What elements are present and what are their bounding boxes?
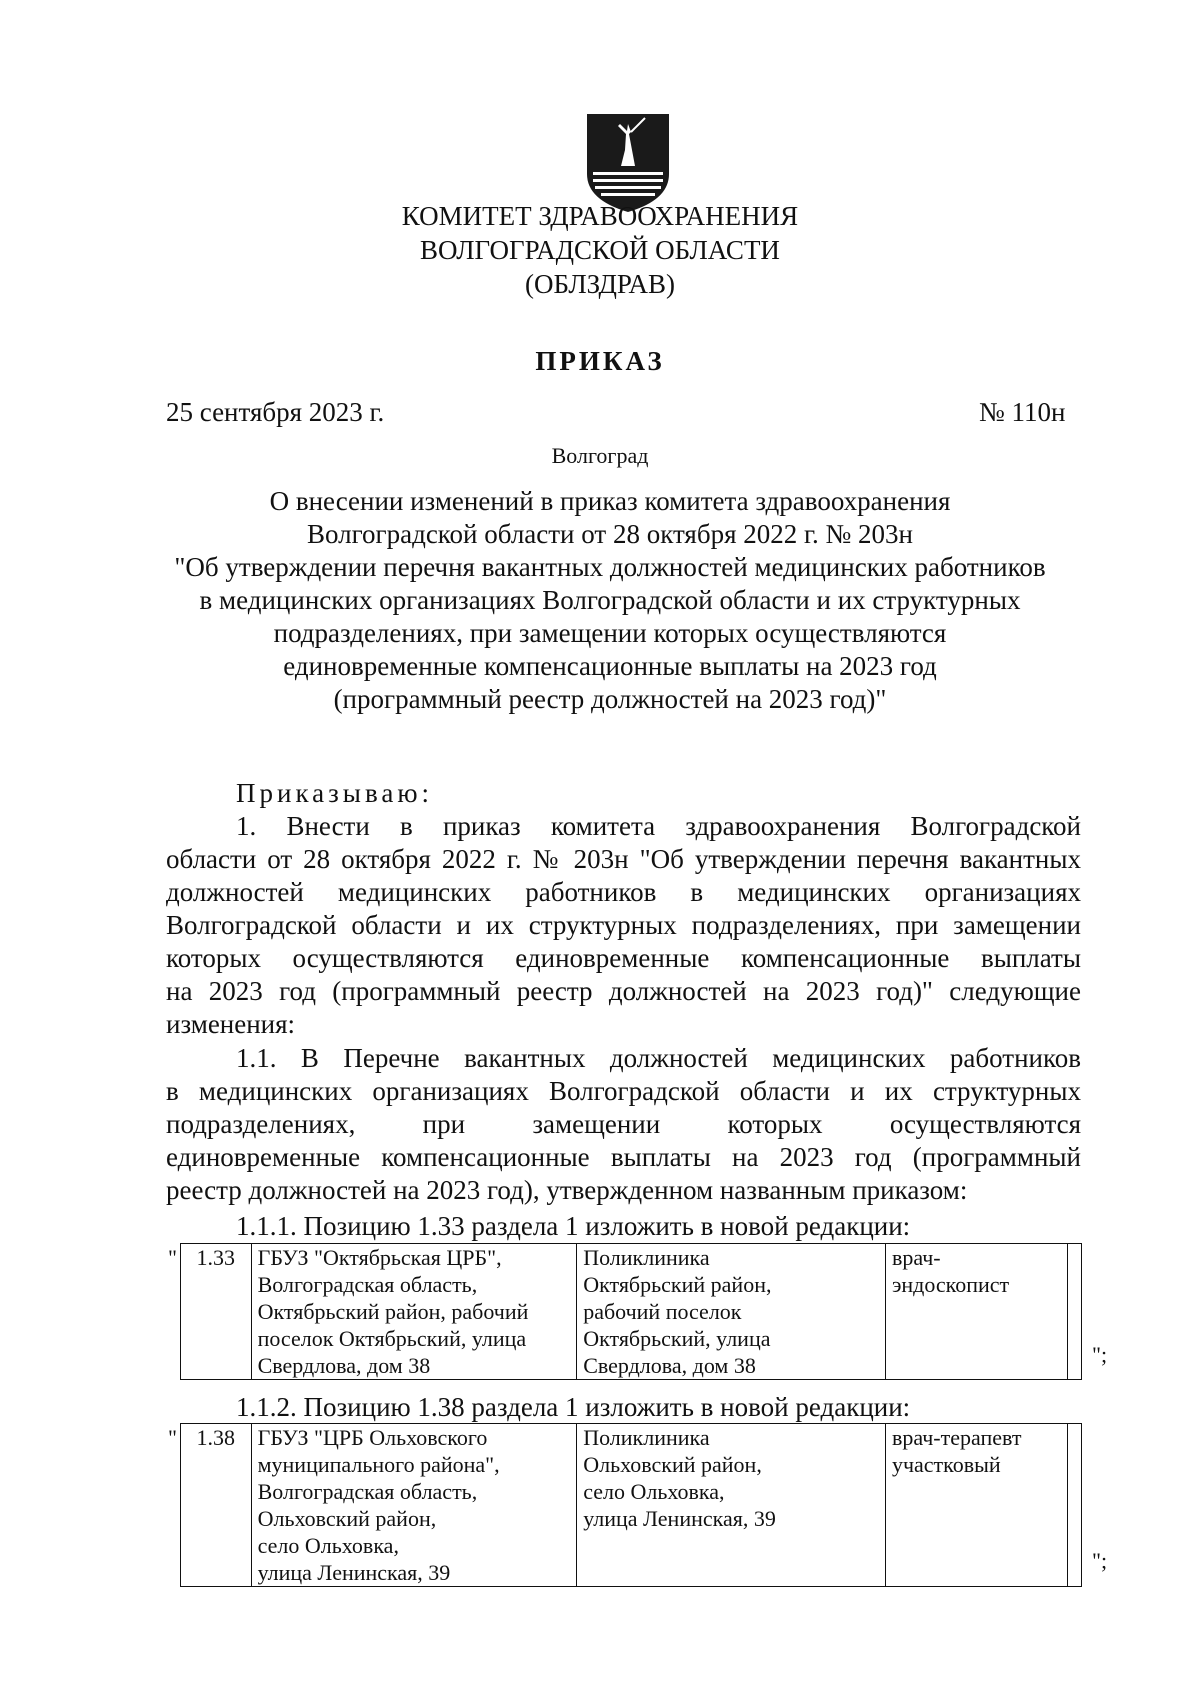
position-table-1-38	[180, 1423, 1082, 1587]
paragraph-line: подразделениях, при замещении которых осуществляются	[166, 1109, 1081, 1139]
order-word-text: Приказываю:	[236, 778, 433, 808]
cell-line: рабочий поселок	[583, 1299, 742, 1324]
paragraph-1-1	[166, 1042, 1081, 1207]
cell-line: Свердлова, дом 38	[583, 1353, 756, 1378]
org-name-line-1: КОМИТЕТ ЗДРАВООХРАНЕНИЯ	[401, 201, 799, 231]
paragraph-line: единовременные компенсационные выплаты на 2023 год (программный	[166, 1142, 1081, 1172]
cell-line: Волгоградская область,	[257, 1479, 478, 1504]
order-city: Волгоград	[551, 443, 649, 468]
organization-cell	[251, 1244, 577, 1380]
item-text: 1.1.2. Позицию 1.38 раздела 1 изложить в новой редакции:	[236, 1392, 911, 1422]
structural-unit-cell	[577, 1424, 886, 1587]
empty-cell	[1068, 1424, 1082, 1587]
cell-line: улица Ленинская, 39	[257, 1560, 451, 1585]
cell-line: ГБУЗ "ЦРБ Ольховского	[257, 1425, 488, 1450]
org-name-line-2: ВОЛГОГРАДСКОЙ ОБЛАСТИ	[420, 235, 780, 265]
paragraph-line: изменения:	[166, 1009, 296, 1039]
cell-line: ГБУЗ "Октябрьская ЦРБ",	[257, 1245, 502, 1270]
position-cell	[885, 1424, 1067, 1587]
subject-line: О внесении изменений в приказ комитета здравоохранения	[269, 486, 951, 516]
empty-cell	[1068, 1244, 1082, 1380]
cell-line: Свердлова, дом 38	[257, 1353, 431, 1378]
quote-open: "	[168, 1425, 177, 1450]
organization-cell	[251, 1424, 577, 1587]
paragraph-1	[166, 810, 1081, 1041]
paragraph-line: должностей медицинских работников в медицинских организациях	[166, 877, 1081, 907]
cell-line: участковый	[891, 1452, 1001, 1477]
cell-line: улица Ленинская, 39	[583, 1506, 776, 1531]
cell-line: село Ольховка,	[257, 1533, 399, 1558]
subject-line: подразделениях, при замещении которых осуществляются	[273, 618, 947, 648]
cell-line: Поликлиника	[583, 1245, 710, 1270]
position-number: 1.33	[181, 1244, 252, 1380]
subject-line: единовременные компенсационные выплаты на 2023 год	[283, 651, 937, 681]
cell-line: Поликлиника	[583, 1425, 710, 1450]
cell-line: врач-терапевт	[891, 1425, 1022, 1450]
subject-line: Волгоградской области от 28 октября 2022 г. № 203н	[307, 519, 913, 549]
cell-line: Октябрьский район, рабочий	[257, 1299, 529, 1324]
cell-line: врач-	[891, 1245, 941, 1270]
position-number: 1.38	[181, 1424, 252, 1587]
paragraph-line: Волгоградской области и их структурных подразделениях, при замещении	[166, 910, 1081, 940]
table-row	[181, 1424, 1082, 1587]
subject-line: "Об утверждении перечня вакантных должностей медицинских работников	[174, 552, 1046, 582]
cell-line: Волгоградская область,	[257, 1272, 478, 1297]
paragraph-line: в медицинских организациях Волгоградской области и их структурных	[166, 1076, 1081, 1106]
paragraph-line: 1. Внести в приказ комитета здравоохранения Волгоградской	[236, 811, 1081, 841]
order-date: 25 сентября 2023 г.	[166, 397, 385, 427]
quote-close: ";	[1092, 1342, 1108, 1367]
item-text: 1.1.1. Позицию 1.33 раздела 1 изложить в новой редакции:	[236, 1211, 911, 1241]
order-word	[166, 777, 1081, 810]
cell-line: эндоскопист	[891, 1272, 1010, 1297]
order-number: № 110н	[979, 397, 1066, 427]
item-1-1-1	[166, 1210, 1081, 1243]
position-table-1-33	[180, 1243, 1082, 1380]
paragraph-line: которых осуществляются единовременные компенсационные выплаты	[166, 943, 1081, 973]
document-type-title: ПРИКАЗ	[535, 346, 665, 376]
subject-line: в медицинских организациях Волгоградской области и их структурных	[199, 585, 1021, 615]
org-name-line-3: (ОБЛЗДРАВ)	[525, 269, 675, 299]
position-cell	[885, 1244, 1067, 1380]
paragraph-line: области от 28 октября 2022 г. № 203н "Об утверждении перечня вакантных	[166, 844, 1081, 874]
cell-line: Ольховский район,	[583, 1452, 762, 1477]
cell-line: поселок Октябрьский, улица	[257, 1326, 527, 1351]
subject-block	[140, 485, 1080, 716]
cell-line: Октябрьский район,	[583, 1272, 772, 1297]
cell-line: село Ольховка,	[583, 1479, 725, 1504]
structural-unit-cell	[577, 1244, 886, 1380]
table-row	[181, 1244, 1082, 1380]
paragraph-line: 1.1. В Перечне вакантных должностей медицинских работников	[236, 1043, 1081, 1073]
quote-close: ";	[1092, 1548, 1108, 1573]
subject-line: (программный реестр должностей на 2023 год)"	[333, 684, 887, 714]
paragraph-line: на 2023 год (программный реестр должностей на 2023 год)" следующие	[166, 976, 1081, 1006]
cell-line: Ольховский район,	[257, 1506, 437, 1531]
paragraph-line: реестр должностей на 2023 год), утвержденном названным приказом:	[166, 1175, 968, 1205]
cell-line: Октябрьский, улица	[583, 1326, 771, 1351]
item-1-1-2	[166, 1391, 1081, 1424]
quote-open: "	[168, 1245, 177, 1270]
cell-line: муниципального района",	[257, 1452, 500, 1477]
